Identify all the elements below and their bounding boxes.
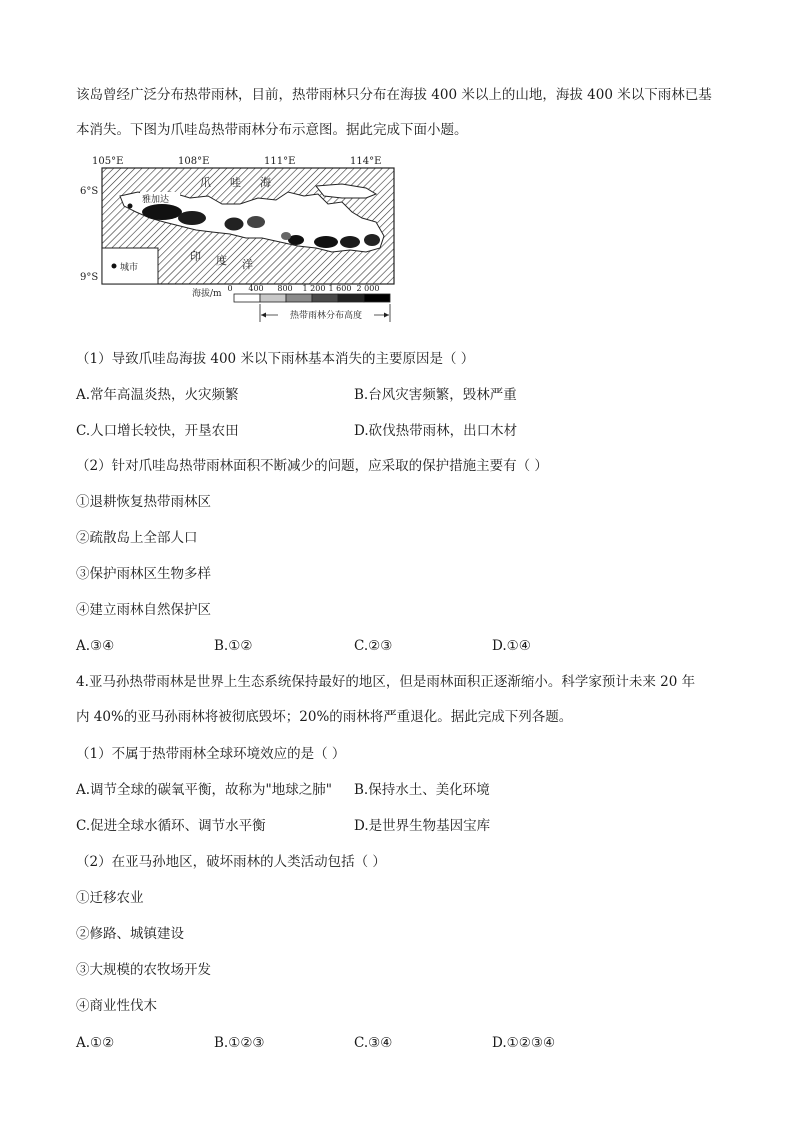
scale-band-4 xyxy=(338,294,364,302)
q4-2-item: ①迁移农业 xyxy=(76,890,144,906)
q1-stem: （1）导致爪哇岛海拔 400 米以下雨林基本消失的主要原因是（ ） xyxy=(76,351,475,367)
q1-option-b[interactable]: B.台风灾害频繁，毁林严重 xyxy=(354,387,517,403)
q4-intro-line-2: 内 40%的亚马孙雨林将被彻底毁坏；20%的雨林将严重退化。据此完成下列各题。 xyxy=(76,709,573,725)
range-arrow-head xyxy=(384,313,389,318)
sea-label-indian: 印 xyxy=(190,250,201,263)
scale-band-5 xyxy=(364,294,390,302)
lon-label: 108°E xyxy=(178,156,210,167)
q4-2-item: ④商业性伐木 xyxy=(76,998,157,1014)
city-dot xyxy=(128,204,133,209)
q4-2-option-b[interactable]: B.①②③ xyxy=(214,1035,265,1051)
java-rainforest-map xyxy=(80,152,400,332)
q4-1-option-a[interactable]: A.调节全球的碳氧平衡，故称为"地球之肺" xyxy=(76,782,332,798)
q1-option-c[interactable]: C.人口增长较快，开垦农田 xyxy=(76,423,239,439)
range-arrow-head xyxy=(261,313,266,318)
altitude-label: 海拔/m xyxy=(192,289,222,299)
q4-1-stem: （1）不属于热带雨林全球环境效应的是（ ） xyxy=(76,746,346,762)
q2-stem: （2）针对爪哇岛热带雨林面积不断减少的问题，应采取的保护措施主要有（ ） xyxy=(76,458,548,474)
q4-1-option-c[interactable]: C.促进全球水循环、调节水平衡 xyxy=(76,818,266,834)
sea-label-java: 爪 xyxy=(200,176,211,189)
q2-option-a[interactable]: A.③④ xyxy=(76,638,115,654)
rainforest-patch xyxy=(364,234,380,246)
lon-label: 105°E xyxy=(92,156,124,167)
q4-1-option-b[interactable]: B.保持水土、美化环境 xyxy=(354,782,490,798)
q2-item: ③保护雨林区生物多样 xyxy=(76,566,211,582)
q1-option-a[interactable]: A.常年高温炎热，火灾频繁 xyxy=(76,387,239,403)
altitude-tick: 0 xyxy=(227,284,233,293)
q2-option-d[interactable]: D.①④ xyxy=(492,638,531,654)
legend-city-dot xyxy=(112,264,117,269)
sea-label-java: 海 xyxy=(260,176,271,189)
range-label: 热带雨林分布高度 xyxy=(289,311,363,321)
q2-item: ①退耕恢复热带雨林区 xyxy=(76,494,211,510)
q4-2-option-d[interactable]: D.①②③④ xyxy=(492,1035,556,1051)
rainforest-patch xyxy=(247,216,265,228)
scale-band-3 xyxy=(312,294,338,302)
sea-label-indian: 洋 xyxy=(242,258,253,271)
sea-label-java: 哇 xyxy=(230,176,241,189)
lat-label: 9°S xyxy=(80,272,99,283)
q4-2-item: ②修路、城镇建设 xyxy=(76,926,184,942)
lon-label: 114°E xyxy=(350,156,382,167)
rainforest-patch xyxy=(178,211,206,225)
q2-item: ④建立雨林自然保护区 xyxy=(76,602,211,618)
q4-intro-line-1: 4.亚马孙热带雨林是世界上生态系统保持最好的地区，但是雨林面积正逐渐缩小。科学家预计未来 20 年 xyxy=(76,674,696,690)
legend-city-label: 城市 xyxy=(120,263,139,273)
q4-1-option-d[interactable]: D.是世界生物基因宝库 xyxy=(354,818,491,834)
rainforest-patch xyxy=(340,236,360,248)
q2-option-c[interactable]: C.②③ xyxy=(354,638,393,654)
altitude-tick: 2 000 xyxy=(356,284,380,293)
q2-option-b[interactable]: B.①② xyxy=(214,638,253,654)
altitude-tick: 1 200 xyxy=(302,284,326,293)
altitude-tick: 800 xyxy=(277,284,293,293)
altitude-tick: 400 xyxy=(248,284,264,293)
q1-option-d[interactable]: D.砍伐热带雨林，出口木材 xyxy=(354,423,518,439)
q4-2-option-c[interactable]: C.③④ xyxy=(354,1035,393,1051)
q4-2-stem: （2）在亚马孙地区，破坏雨林的人类活动包括（ ） xyxy=(76,854,386,870)
rainforest-patch xyxy=(281,232,291,240)
lon-label: 111°E xyxy=(264,156,296,167)
scale-band-0 xyxy=(234,294,260,302)
lat-label: 6°S xyxy=(80,186,99,197)
rainforest-patch xyxy=(224,217,244,231)
altitude-tick: 1 600 xyxy=(328,284,352,293)
q4-2-item: ③大规模的农牧场开发 xyxy=(76,962,211,978)
scale-band-1 xyxy=(260,294,286,302)
intro-line-2: 本消失。下图为爪哇岛热带雨林分布示意图。据此完成下面小题。 xyxy=(76,122,468,138)
intro-line-1: 该岛曾经广泛分布热带雨林，目前，热带雨林只分布在海拔 400 米以上的山地，海拔 400 米以下雨林已基 xyxy=(76,87,712,103)
q4-2-option-a[interactable]: A.①② xyxy=(76,1035,115,1051)
city-label: 雅加达 xyxy=(142,195,170,205)
rainforest-patch xyxy=(314,236,338,248)
q2-item: ②疏散岛上全部人口 xyxy=(76,530,198,546)
rainforest-patch xyxy=(142,204,182,220)
scale-band-2 xyxy=(286,294,312,302)
sea-label-indian: 度 xyxy=(216,254,227,267)
